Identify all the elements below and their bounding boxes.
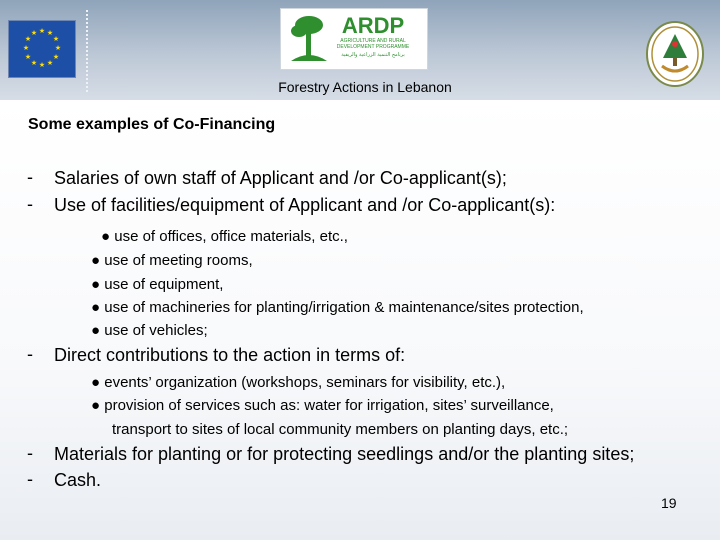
header (0, 0, 720, 100)
list-item: Materials for planting or for protecting seedlings and/or the planting sites; (54, 444, 635, 464)
svg-text:★: ★ (24, 53, 32, 61)
svg-text:★: ★ (38, 27, 46, 35)
svg-text:★: ★ (24, 35, 32, 43)
ardp-logo-text: ARDP (341, 13, 405, 38)
svg-text:★: ★ (30, 59, 38, 67)
list-item: Cash. (54, 470, 102, 490)
svg-text:DEVELOPMENT PROGRAMME: DEVELOPMENT PROGRAMME (336, 44, 410, 50)
svg-text:★: ★ (52, 53, 60, 61)
sub-list-item: ● use of vehicles; (91, 322, 208, 339)
svg-text:AGRICULTURE AND RURAL: AGRICULTURE AND RURAL (340, 38, 406, 44)
list-item: Use of facilities/equipment of Applicant and /or Co-applicant(s): (54, 195, 556, 215)
list-item: Salaries of own staff of Applicant and /or Co-applicant(s); (54, 168, 507, 188)
svg-text:★: ★ (30, 29, 38, 37)
sub-list-item: ● use of equipment, (91, 276, 224, 293)
ardp-logo (280, 8, 428, 70)
svg-text:★: ★ (46, 59, 54, 67)
svg-text:★: ★ (54, 44, 62, 52)
sub-list-item: ● provision of services such as: water for irrigation, sites’ surveillance, (91, 397, 554, 414)
section-heading: Some examples of Co-Financing (28, 116, 276, 133)
svg-text:★: ★ (52, 35, 60, 43)
dash-marker: - (27, 344, 33, 364)
sub-list-item: ● use of offices, office materials, etc., (101, 228, 348, 245)
svg-text:★: ★ (22, 44, 30, 52)
dash-marker: - (27, 194, 33, 214)
sub-list-item: ● use of machineries for planting/irrigation & maintenance/sites protection, (91, 299, 584, 316)
svg-text:★: ★ (46, 29, 54, 37)
dash-marker: - (27, 469, 33, 489)
sub-list-item: ● use of meeting rooms, (91, 252, 253, 269)
sub-list-item: ● events’ organization (workshops, seminars for visibility, etc.), (91, 374, 506, 391)
page-number: 19 (661, 495, 677, 511)
page-title: Forestry Actions in Lebanon (278, 79, 452, 95)
eu-flag-icon (8, 20, 76, 78)
list-item: Direct contributions to the action in terms of: (54, 345, 406, 365)
dash-marker: - (27, 443, 33, 463)
dash-marker: - (27, 167, 33, 187)
sub-list-item: transport to sites of local community members on planting days, etc.; (112, 421, 569, 438)
svg-text:★: ★ (38, 61, 46, 69)
svg-text:برنامج التنمية الزراعية والريف: برنامج التنمية الزراعية والريفية (341, 52, 405, 58)
slide-body (0, 100, 720, 540)
